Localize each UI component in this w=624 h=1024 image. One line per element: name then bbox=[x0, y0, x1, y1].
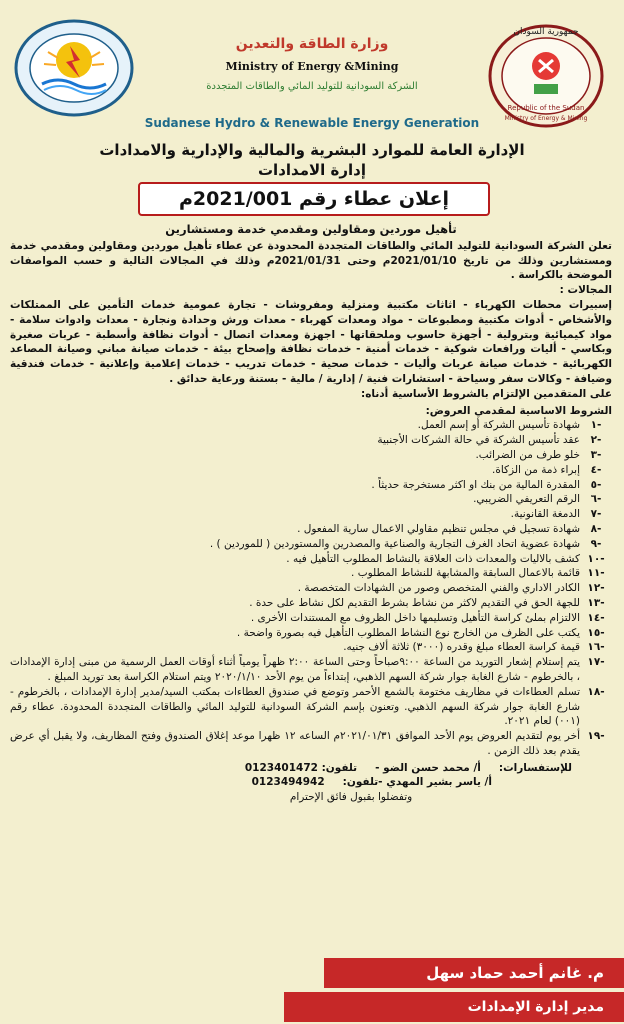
ministry-name-en: Ministry of Energy &Mining bbox=[225, 60, 399, 73]
contact-row-1 bbox=[10, 761, 612, 776]
requirement-text: يتم إستلام إشعار التوريد من الساعة ٩:٠٠صباحاً وحتى الساعة ٢:٠٠ ظهراً يومياً أثناء أوقات العمل الرسمية من مبنى إدارة الإمدادات ، بالخرطوم - شارع الغابة جوار شركة السهم الذهبي، إبتداءاً من يوم الأحد ٢٠٢٠/١/١٠ ويتم استلام الكراسة بعد توريد المبلغ . bbox=[10, 656, 580, 683]
contacts-block bbox=[10, 761, 612, 805]
requirement-number: -٨ bbox=[590, 522, 602, 535]
announcement-subtitle: تأهيل موردين ومقاولين ومقدمي خدمة ومستشارين bbox=[165, 222, 457, 236]
requirement-text: الالتزام بملئ كراسة التأهيل وتسليمها داخل الظروف مع المستندات الأخرى . bbox=[250, 611, 580, 624]
requirement-item bbox=[10, 522, 612, 537]
requirement-item bbox=[10, 448, 612, 463]
requirement-text: شهادة عضوية اتحاد الغرف التجارية والصناعية والمصدرين والمستوردين ( للموردين ) . bbox=[209, 537, 580, 550]
letterhead bbox=[0, 0, 624, 138]
requirement-number: -١٧ bbox=[587, 656, 605, 669]
requirement-text: الدمغة القانونية. bbox=[510, 508, 580, 521]
department-line-1: الإدارة العامة للموارد البشرية والمالية والإدارية والامدادات bbox=[99, 141, 525, 159]
requirement-number: -٥ bbox=[590, 478, 602, 491]
requirement-text: شهادة تأسيس الشركة أو إسم العمل. bbox=[417, 419, 580, 432]
contacts-label: للإستفسارات: bbox=[498, 761, 572, 774]
requirement-number: -١٦ bbox=[587, 641, 605, 654]
intro-paragraph: تعلن الشركة السودانية للتوليد المائي والطاقات المتجددة المحدودة عن عطاء تأهيل موردين ومقاولين ومقدمي خدمة ومستشارين وذلك من تاريخ 2021/01/10م وحتى 2021/01/31م وذلك في المجالات التالية و حسب المواصفات الموضحة بالكراسة . bbox=[10, 239, 612, 282]
requirement-number: -١٤ bbox=[587, 611, 605, 624]
requirement-item bbox=[10, 433, 612, 448]
requirement-number: -١١ bbox=[587, 567, 605, 580]
requirement-number: -١٢ bbox=[587, 582, 605, 595]
requirement-text: تسلم العطاءات في مظاريف مختومة بالشمع الأحمر وتوضع في صندوق العطاءات بمكتب السيد/مدير إدارة الإمدادات ، بالخرطوم - شارع الغابة جوار شركة السهم الذهبي. وتعنون بإسم الشركة السودانية للتوليد المائي والطاقات المتجددة المحدودة. عطاء رقم (٠٠١) لعام ٢٠٢١. bbox=[10, 685, 580, 728]
requirement-text: قيمة كراسة العطاء مبلغ وقدره (٣٠٠٠) ثلاثة ألاف جنيه. bbox=[343, 641, 580, 654]
closing-line: وتفضلوا بقبول فائق الإحترام bbox=[289, 791, 413, 804]
requirement-number: -١٩ bbox=[587, 730, 605, 743]
requirement-item bbox=[10, 537, 612, 552]
requirement-item bbox=[10, 492, 612, 507]
requirement-text: يكتب على الظرف من الخارج نوع النشاط المطلوب التأهيل فيه بصورة واضحة . bbox=[236, 626, 580, 639]
department-line-2: إدارة الامدادات bbox=[257, 161, 366, 179]
requirement-text: للجهة الحق في التقديم لاكثر من نشاط بشرط التقديم لكل نشاط على حدة . bbox=[249, 596, 580, 609]
requirement-number: -١ bbox=[590, 419, 602, 432]
signature-footer bbox=[0, 956, 624, 1024]
contact-1-phone: تلفون: 0123401472 bbox=[244, 761, 358, 774]
signatory-name: م. غانم أحمد حماد سهل bbox=[324, 958, 624, 988]
announcement-title: إعلان عطاء رقم 2021/001م bbox=[138, 182, 490, 216]
requirement-number: -١٠ bbox=[587, 552, 605, 565]
requirement-text: كشف بالاليات والمعدات ذات العلاقة بالنشاط المطلوب التأهيل فيه . bbox=[286, 552, 580, 565]
ministry-seal bbox=[486, 20, 606, 128]
department-heading bbox=[0, 140, 624, 180]
requirement-item bbox=[10, 596, 612, 611]
requirement-text: الرقم التعريفي الضريبي. bbox=[473, 493, 580, 506]
signatory-title: مدير إدارة الإمدادات bbox=[284, 992, 624, 1022]
contact-2-name: أ/ ياسر بشير المهدي -تلفون: bbox=[342, 776, 492, 789]
requirement-number: -٣ bbox=[590, 448, 602, 461]
letterhead-text bbox=[150, 30, 474, 92]
requirement-item bbox=[10, 685, 612, 729]
requirement-item bbox=[10, 507, 612, 522]
requirement-item bbox=[10, 640, 612, 655]
requirement-item bbox=[10, 611, 612, 626]
requirement-item bbox=[10, 655, 612, 685]
requirement-item bbox=[10, 418, 612, 433]
requirement-item bbox=[10, 478, 612, 493]
requirement-text: المقدرة المالية من بنك او اكثر مستخرجة حديثاً . bbox=[371, 478, 580, 491]
announcement-body bbox=[10, 222, 612, 805]
ministry-name-ar: وزارة الطاقة والتعدين bbox=[235, 36, 389, 52]
svg-text:جمهورية السودان: جمهورية السودان bbox=[513, 27, 579, 37]
requirement-number: -٩ bbox=[590, 537, 602, 550]
fields-paragraph: إسبيرات محطات الكهرباء - اثاثات مكتبية ومنزلية ومفروشات - تجارة عمومية خدمات التأمين على الممتلكات والأشخاص - أدوات مكتبية ومطبوعات - مواد ومعدات كهرباء - معدات ورش وحدادة ونجارة - معدات وادوات سلامة - مواد كيميائية وبترولية - أجهزة حاسوب وملحقاتها - اجهزة ومعدات اتصال - أدوات نظافة وأسطبة - عربات صغيرة وبكاسي - أليات ورافعات شوكية - خدمات أمنية - خدمات نظافة وإصحاح بيئة - خدمات صيانة مباني وصيانة المصاعد الكهربائية - خدمات صيانة عربات وأليات - خدمات صحية - خدمات تدريب - خدمات إعلامية وإعلانية - خدمات فندقية وضيافة - وكالات سفر وسياحة - استشارات فنية / إدارية / مالية - بستنة ورعاية حدائق . bbox=[10, 298, 612, 385]
requirement-item bbox=[10, 552, 612, 567]
requirement-number: -٢ bbox=[590, 434, 602, 447]
commitment-line: على المتقدمين الإلتزام بالشروط الأساسية أدناه: bbox=[361, 387, 612, 400]
company-logo bbox=[14, 18, 134, 118]
requirement-text: قائمة بالاعمال السابقة والمشابهة للنشاط المطلوب . bbox=[351, 567, 580, 580]
fields-label: المجالات : bbox=[559, 284, 612, 297]
requirements-title: الشروط الاساسية لمقدمي العروض: bbox=[425, 404, 612, 417]
company-name-ar: الشركة السودانية للتوليد المائي والطاقات المتجددة bbox=[206, 81, 418, 92]
svg-text:Ministry of Energy & Mining: Ministry of Energy & Mining bbox=[504, 115, 588, 122]
contact-2-phone: 0123494942 bbox=[251, 776, 325, 789]
requirement-text: شهادة تسجيل في مجلس تنظيم مقاولي الاعمال سارية المفعول . bbox=[297, 522, 580, 535]
requirement-text: الكادر الاداري والفني المتخصص وصور من الشهادات المتخصصة . bbox=[297, 582, 580, 595]
requirement-number: -٧ bbox=[590, 508, 602, 521]
requirement-item bbox=[10, 463, 612, 478]
contact-row-2 bbox=[10, 775, 612, 790]
requirement-number: -٤ bbox=[590, 463, 602, 476]
svg-text:Republic of the Sudan: Republic of the Sudan bbox=[507, 104, 585, 112]
requirement-item bbox=[10, 729, 612, 759]
requirement-text: إبراء ذمة من الزكاة. bbox=[492, 463, 580, 476]
company-name-en: Sudanese Hydro & Renewable Energy Generation bbox=[144, 116, 480, 130]
requirement-number: -٦ bbox=[590, 493, 602, 506]
requirement-item bbox=[10, 566, 612, 581]
requirement-text: خلو طرف من الضرائب. bbox=[475, 448, 580, 461]
requirement-item bbox=[10, 626, 612, 641]
requirement-number: -١٣ bbox=[587, 596, 605, 609]
requirement-number: -١٨ bbox=[587, 685, 605, 698]
requirement-text: أخر يوم لتقديم العروض يوم الأحد الموافق ٢٠٢١/٠١/٣١م الساعه ١٢ ظهرا موعد إغلاق الصندوق وفتح المظاريف، ولا يقبل أي عرض يقدم بعد ذلك الزمن . bbox=[10, 730, 580, 757]
contact-1-name: أ/ محمد حسن الضو - bbox=[375, 761, 481, 774]
requirements-list bbox=[10, 418, 612, 758]
requirement-item bbox=[10, 581, 612, 596]
requirement-number: -١٥ bbox=[587, 626, 605, 639]
requirement-text: عقد تأسيس الشركة في حالة الشركات الأجنبية bbox=[377, 434, 580, 447]
